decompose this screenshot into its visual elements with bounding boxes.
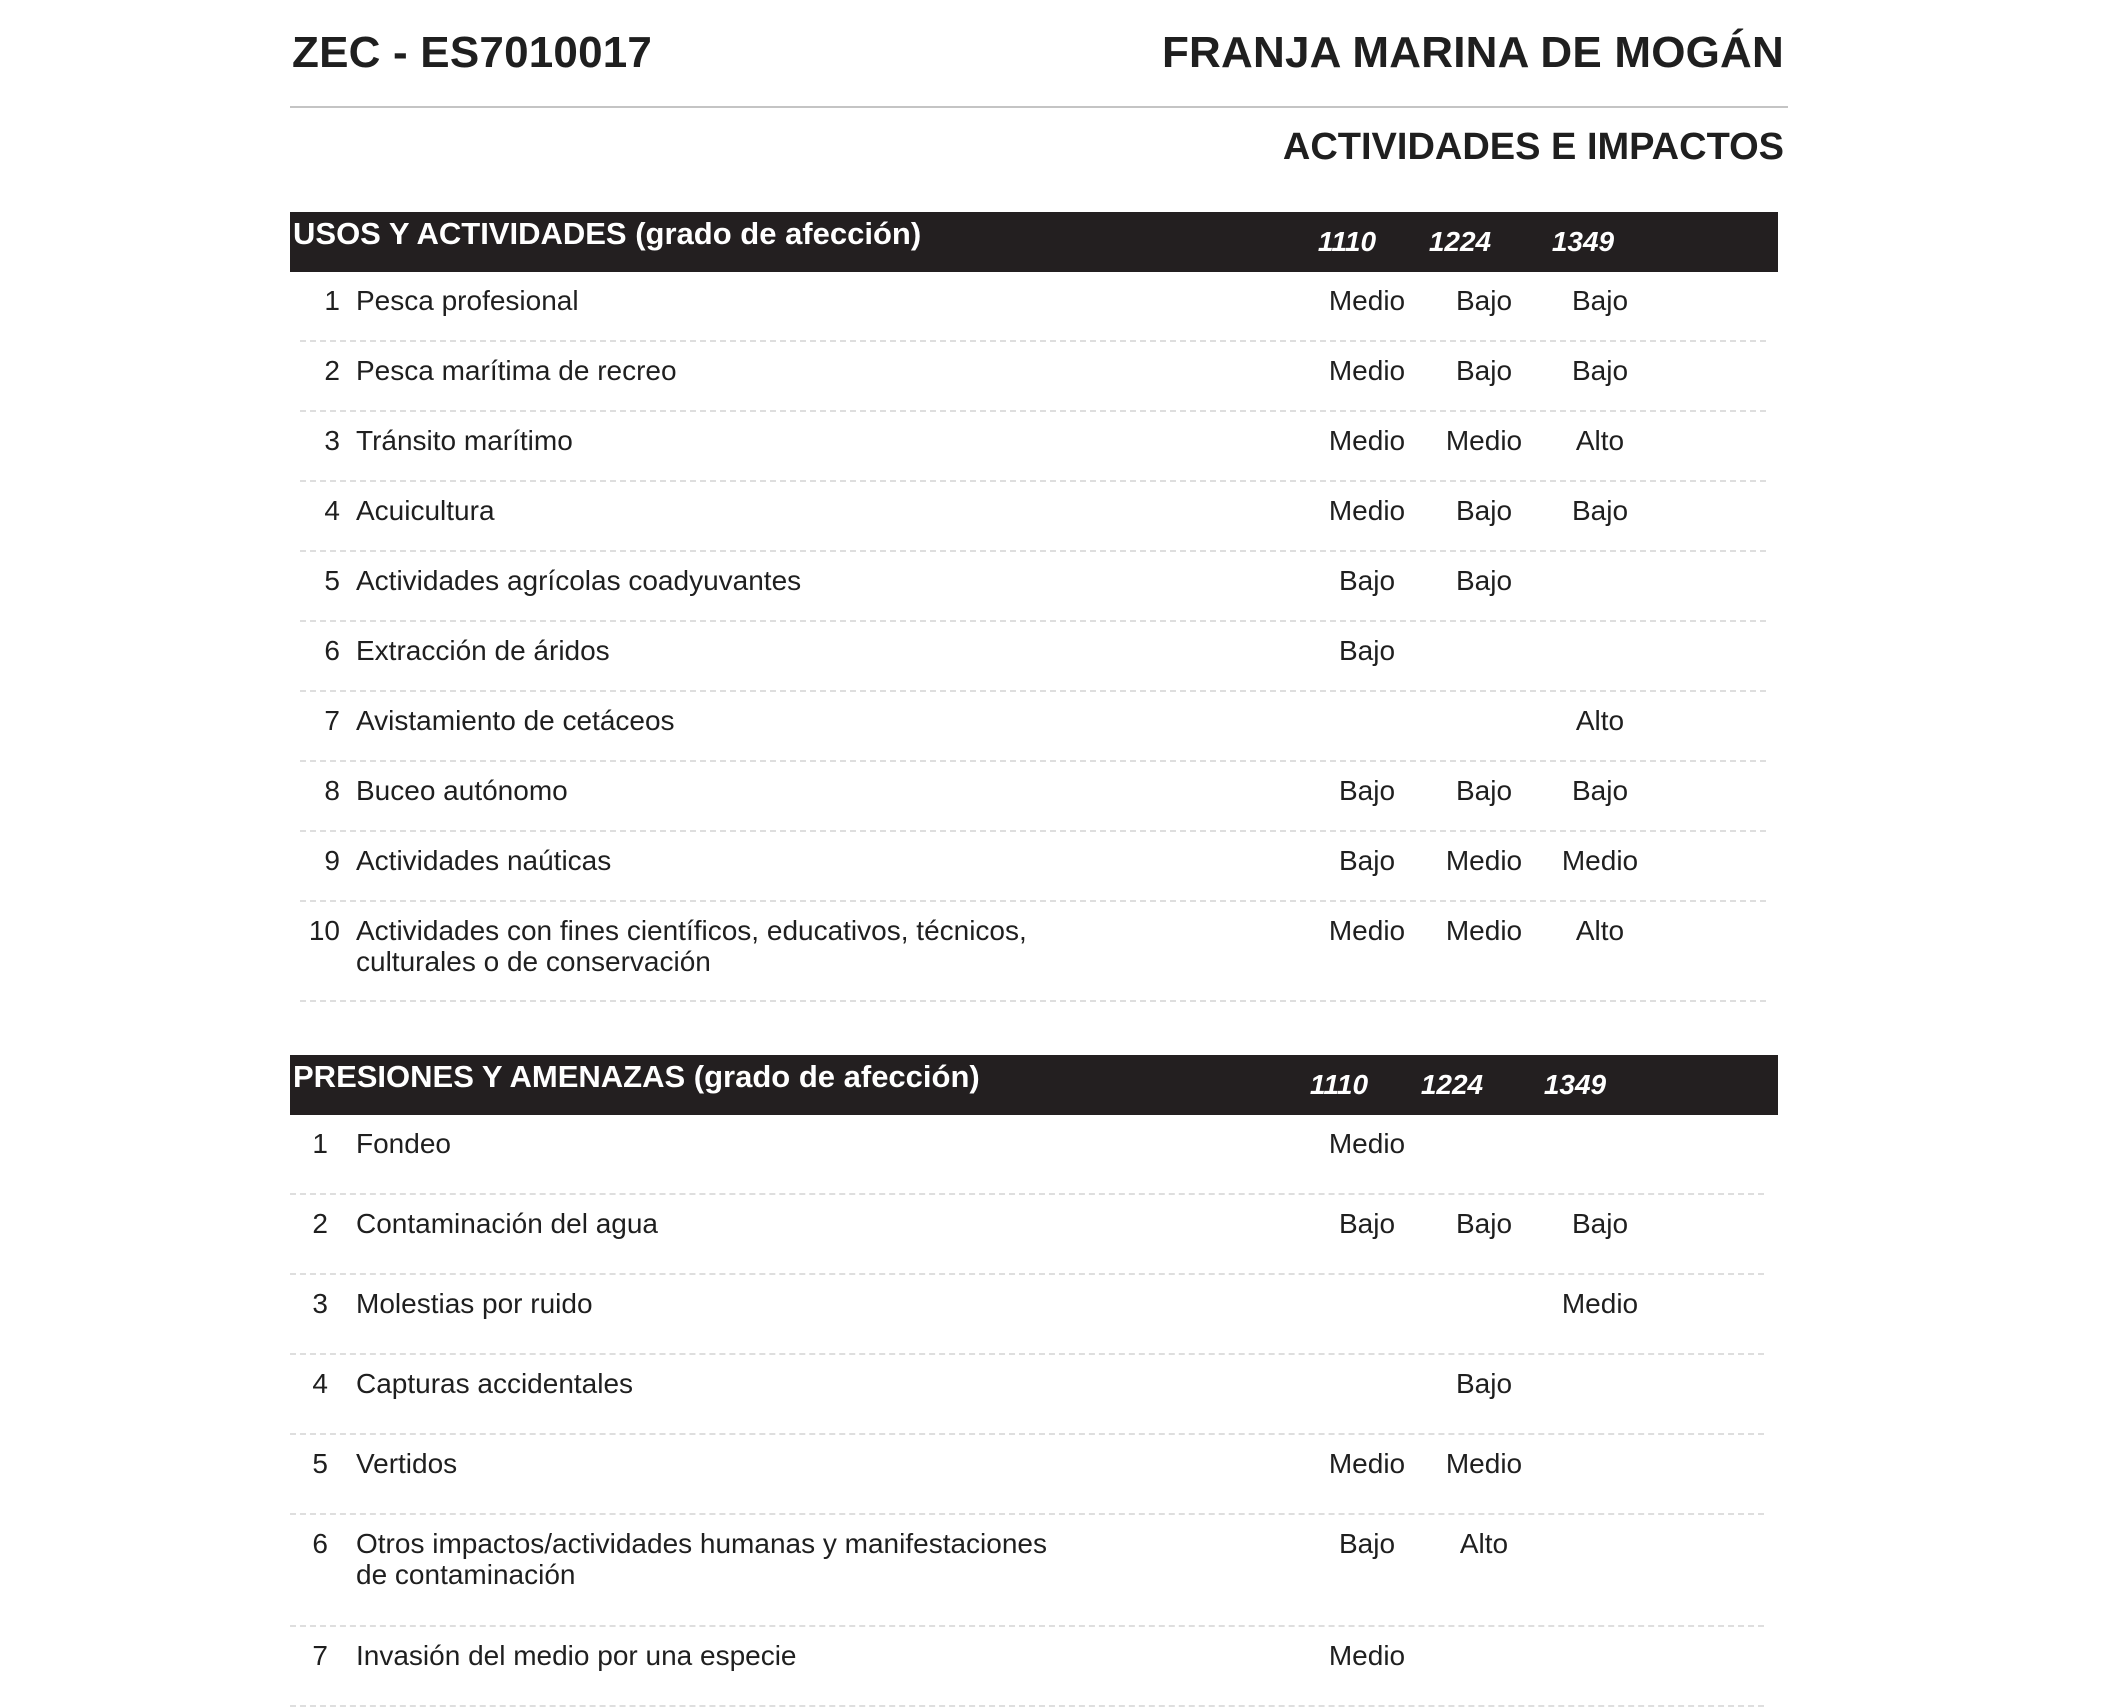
row-number: 7 bbox=[324, 705, 340, 736]
row-value: Bajo bbox=[1455, 355, 1513, 386]
row-number: 5 bbox=[312, 1448, 328, 1479]
presiones-table bbox=[290, 1055, 1778, 1707]
row-description: Fondeo bbox=[356, 1128, 451, 1159]
site-name: FRANJA MARINA DE MOGÁN bbox=[1161, 28, 1784, 77]
presiones-table-header bbox=[290, 1055, 1778, 1115]
row-description: Pesca marítima de recreo bbox=[356, 355, 677, 386]
row-value: Medio bbox=[1328, 355, 1406, 386]
row-value: Medio bbox=[1328, 1128, 1406, 1159]
row-number: 3 bbox=[312, 1288, 328, 1319]
row-value: Bajo bbox=[1338, 845, 1396, 876]
table-row bbox=[300, 552, 1766, 622]
usos-table bbox=[290, 212, 1778, 1002]
usos-column-code: 1110 bbox=[1317, 226, 1377, 257]
row-description: Actividades agrícolas coadyuvantes bbox=[356, 565, 802, 596]
usos-column-code: 1349 bbox=[1551, 226, 1615, 257]
presiones-column-code: 1224 bbox=[1420, 1069, 1484, 1100]
table-row bbox=[300, 902, 1766, 1002]
row-value: Bajo bbox=[1338, 1528, 1396, 1559]
table-row bbox=[290, 1515, 1764, 1627]
row-value: Bajo bbox=[1455, 495, 1513, 526]
row-value: Medio bbox=[1328, 1640, 1406, 1671]
row-description: Otros impactos/actividades humanas y manifestaciones de contaminación bbox=[356, 1528, 1047, 1590]
row-value: Medio bbox=[1445, 425, 1523, 456]
row-value: Bajo bbox=[1455, 565, 1513, 596]
table-row bbox=[300, 622, 1766, 692]
row-value: Bajo bbox=[1338, 1208, 1396, 1239]
document-header bbox=[290, 0, 1788, 108]
row-number: 9 bbox=[324, 845, 340, 876]
row-description: Invasión del medio por una especie bbox=[356, 1640, 797, 1671]
row-number: 4 bbox=[312, 1368, 328, 1399]
row-description: Contaminación del agua bbox=[356, 1208, 658, 1239]
row-value: Medio bbox=[1328, 425, 1406, 456]
row-value: Medio bbox=[1328, 1448, 1406, 1479]
row-value: Alto bbox=[1459, 1528, 1509, 1559]
row-description: Actividades con fines científicos, educativos, técnicos, culturales o de conservación bbox=[356, 915, 1027, 977]
row-value: Bajo bbox=[1455, 1368, 1513, 1399]
row-value: Medio bbox=[1328, 285, 1406, 316]
usos-column-code: 1224 bbox=[1428, 226, 1492, 257]
row-value: Bajo bbox=[1455, 775, 1513, 806]
row-description: Actividades naúticas bbox=[356, 845, 612, 876]
row-value: Medio bbox=[1561, 845, 1639, 876]
row-value: Bajo bbox=[1455, 285, 1513, 316]
row-value: Medio bbox=[1328, 495, 1406, 526]
presiones-column-code: 1349 bbox=[1543, 1069, 1607, 1100]
row-number: 10 bbox=[308, 915, 340, 946]
row-number: 2 bbox=[324, 355, 340, 386]
row-number: 2 bbox=[312, 1208, 328, 1239]
row-description: Capturas accidentales bbox=[356, 1368, 634, 1399]
table-row bbox=[300, 272, 1766, 342]
table-row bbox=[300, 832, 1766, 902]
row-value: Medio bbox=[1445, 915, 1523, 946]
row-value: Alto bbox=[1575, 915, 1625, 946]
row-number: 6 bbox=[312, 1528, 328, 1559]
row-value: Medio bbox=[1328, 915, 1406, 946]
row-value: Medio bbox=[1445, 1448, 1523, 1479]
row-value: Bajo bbox=[1571, 775, 1629, 806]
row-number: 7 bbox=[312, 1640, 328, 1671]
row-value: Bajo bbox=[1338, 635, 1396, 666]
row-description: Molestias por ruido bbox=[356, 1288, 593, 1319]
row-value: Medio bbox=[1445, 845, 1523, 876]
table-row bbox=[300, 342, 1766, 412]
zec-code: ZEC - ES7010017 bbox=[292, 28, 653, 77]
table-row bbox=[300, 692, 1766, 762]
usos-table-header bbox=[290, 212, 1778, 272]
row-value: Bajo bbox=[1455, 1208, 1513, 1239]
section-title: ACTIVIDADES E IMPACTOS bbox=[1282, 126, 1784, 168]
row-value: Medio bbox=[1561, 1288, 1639, 1319]
row-value: Alto bbox=[1575, 425, 1625, 456]
row-description: Tránsito marítimo bbox=[356, 425, 573, 456]
row-number: 6 bbox=[324, 635, 340, 666]
table-row bbox=[290, 1355, 1764, 1435]
usos-table-title: USOS Y ACTIVIDADES (grado de afección) bbox=[293, 216, 922, 251]
row-number: 3 bbox=[324, 425, 340, 456]
row-number: 4 bbox=[324, 495, 340, 526]
row-value: Bajo bbox=[1338, 565, 1396, 596]
row-value: Bajo bbox=[1571, 285, 1629, 316]
row-description: Vertidos bbox=[356, 1448, 458, 1479]
row-description: Avistamiento de cetáceos bbox=[356, 705, 675, 736]
table-row bbox=[300, 412, 1766, 482]
row-value: Bajo bbox=[1571, 355, 1629, 386]
row-description: Pesca profesional bbox=[356, 285, 579, 316]
table-row bbox=[290, 1195, 1764, 1275]
row-number: 1 bbox=[324, 285, 340, 316]
row-value: Bajo bbox=[1571, 495, 1629, 526]
row-description: Extracción de áridos bbox=[356, 635, 610, 666]
row-description: Acuicultura bbox=[356, 495, 495, 526]
table-row bbox=[290, 1627, 1764, 1707]
document-page bbox=[290, 0, 1788, 1671]
row-value: Alto bbox=[1575, 705, 1625, 736]
row-number: 8 bbox=[324, 775, 340, 806]
table-row bbox=[290, 1435, 1764, 1515]
presiones-table-title: PRESIONES Y AMENAZAS (grado de afección) bbox=[293, 1059, 980, 1094]
table-row bbox=[300, 762, 1766, 832]
row-value: Bajo bbox=[1571, 1208, 1629, 1239]
table-row bbox=[290, 1115, 1764, 1195]
table-row bbox=[300, 482, 1766, 552]
row-value: Bajo bbox=[1338, 775, 1396, 806]
presiones-column-code: 1110 bbox=[1309, 1069, 1369, 1100]
row-number: 5 bbox=[324, 565, 340, 596]
row-number: 1 bbox=[312, 1128, 328, 1159]
table-row bbox=[290, 1275, 1764, 1355]
row-description: Buceo autónomo bbox=[356, 775, 568, 806]
